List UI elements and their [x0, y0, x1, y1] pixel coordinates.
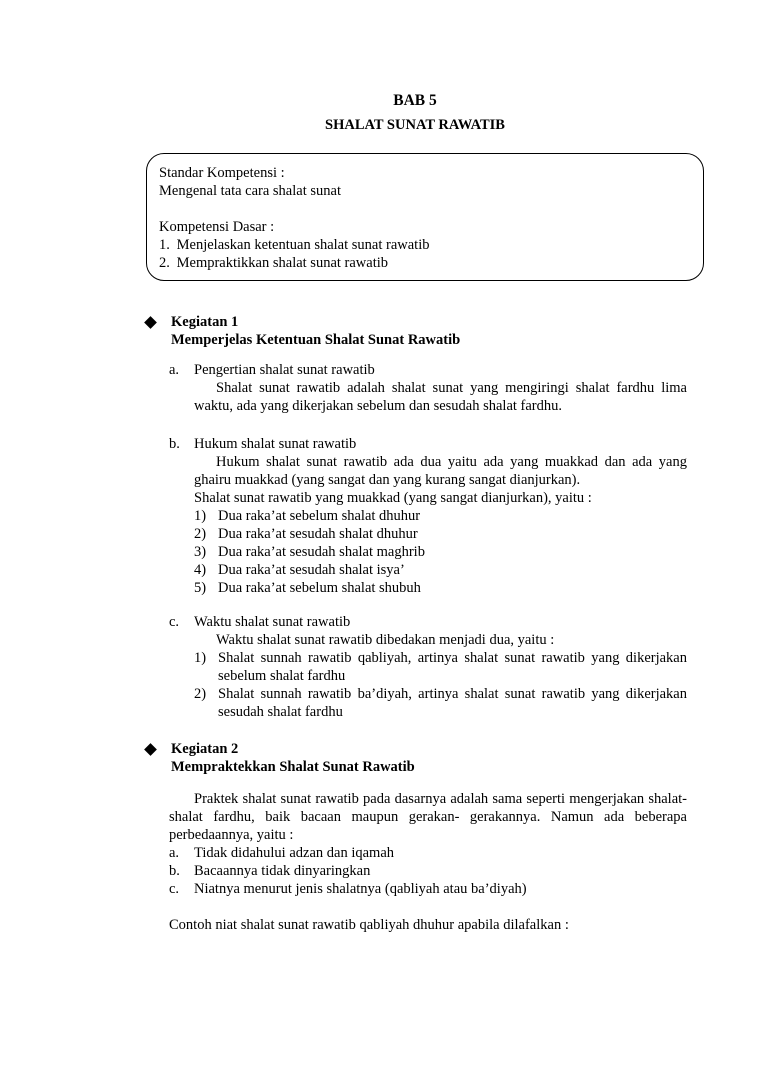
kegiatan-2-body	[169, 790, 687, 934]
item-text: Waktu shalat sunat rawatib dibedakan menjadi dua, yaitu :	[216, 632, 555, 648]
paragraph: Praktek shalat sunat rawatib pada dasarnya adalah sama seperti mengerjakan shalat- shalat fardhu, baik bacaan maupun gerakan- gerakannya. Namun ada beberapa perbedaannya, yaitu :	[169, 791, 687, 843]
difference-list	[169, 844, 687, 898]
chapter-number: BAB 5	[393, 92, 437, 109]
list-item: c. Niatnya menurut jenis shalatnya (qabliyah atau ba’diyah)	[169, 881, 527, 897]
list-item: 1) Shalat sunnah rawatib qabliyah, artinya shalat sunat rawatib yang dikerjakan sebelum shalat fardhu	[194, 650, 687, 684]
item-title: Hukum shalat sunat rawatib	[194, 436, 357, 452]
list-item: 2) Shalat sunnah rawatib ba’diyah, artinya shalat sunat rawatib yang dikerjakan sesudah shalat fardhu	[194, 686, 687, 720]
standard-label: Standar Kompetensi :	[159, 165, 285, 181]
item-intro: Shalat sunat rawatib yang muakkad (yang sangat dianjurkan), yaitu :	[194, 490, 592, 506]
list-item: 2. Mempraktikkan shalat sunat rawatib	[159, 255, 389, 271]
list-item: 1) Dua raka’at sebelum shalat dhuhur	[194, 508, 421, 524]
kegiatan-1-heading: Kegiatan 1 Memperjelas Ketentuan Shalat Sunat Rawatib	[171, 314, 461, 348]
bullet-diamond-icon	[144, 743, 157, 756]
item-title: Waktu shalat sunat rawatib	[194, 614, 351, 630]
item-text: Shalat sunat rawatib adalah shalat sunat yang mengiringi shalat fardhu lima waktu, ada yang dikerjakan sebelum dan sesudah shalat fardhu.	[194, 380, 687, 414]
bullet-diamond-icon	[144, 316, 157, 329]
closing-text: Contoh niat shalat sunat rawatib qabliyah dhuhur apabila dilafalkan :	[169, 917, 569, 933]
list-item: a. Tidak didahului adzan dan iqamah	[169, 845, 395, 861]
page-title: SHALAT SUNAT RAWATIB	[325, 117, 505, 133]
list-item: 5) Dua raka’at sebelum shalat shubuh	[194, 580, 421, 596]
list-item: 4) Dua raka’at sesudah shalat isya’	[194, 562, 405, 578]
item-text: Hukum shalat sunat rawatib ada dua yaitu ada yang muakkad dan ada yang ghairu muakkad (yang sangat dan yang kurang sangat dianjurkan).	[194, 454, 687, 488]
competency-box	[146, 153, 704, 281]
basic-label: Kompetensi Dasar :	[159, 219, 275, 235]
standard-text: Mengenal tata cara shalat sunat	[159, 183, 341, 199]
muakkad-list	[194, 507, 687, 597]
item-title: Pengertian shalat sunat rawatib	[194, 362, 375, 378]
kegiatan-2-heading: Kegiatan 2 Mempraktekkan Shalat Sunat Rawatib	[171, 741, 415, 775]
waktu-list	[194, 649, 687, 721]
list-item: 3) Dua raka’at sesudah shalat maghrib	[194, 544, 425, 560]
list-item: 2) Dua raka’at sesudah shalat dhuhur	[194, 526, 418, 542]
list-item: b. Bacaannya tidak dinyaringkan	[169, 863, 371, 879]
basic-competency-list	[159, 236, 703, 272]
list-item: 1. Menjelaskan ketentuan shalat sunat rawatib	[159, 237, 430, 253]
